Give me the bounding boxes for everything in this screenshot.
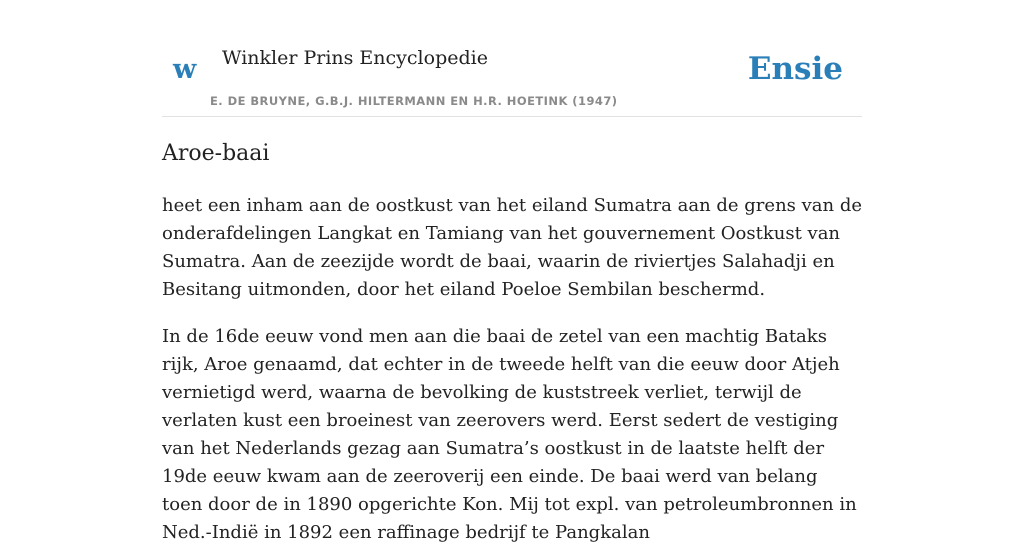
source-title[interactable]: Winkler Prins Encyclopedie xyxy=(222,47,488,69)
article-paragraph: heet een inham aan de oostkust van het eiland Sumatra aan de grens van de onderafdelingen Langkat en Tamiang van het gouvernement Oostkust van Sumatra. Aan de zeezijde wordt de baai, waarin de riviertjes Salahadji en Besitang uitmonden, door het eiland Poeloe Sembilan beschermd. xyxy=(162,195,863,300)
source-authors: E. DE BRUYNE, G.B.J. HILTERMANN EN H.R. HOETINK (1947) xyxy=(210,94,618,108)
source-logo[interactable]: w xyxy=(173,54,197,85)
article-title: Aroe-baai xyxy=(162,141,270,166)
source-header xyxy=(162,0,862,117)
article xyxy=(162,137,862,547)
brand-logo-link[interactable]: Ensie xyxy=(747,51,843,87)
article-paragraph: In de 16de eeuw vond men aan die baai de zetel van een machtig Bataks rijk, Aroe genaamd, dat echter in de tweede helft van die eeuw door Atjeh vernietigd werd, waarna de bevolking de kuststreek verliet, terwijl de verlaten kust een broeinest van zeerovers werd. Eerst sedert de vestiging van het Nederlands gezag aan Sumatra’s oostkust in de laatste helft der 19de eeuw kwam aan de zeeroverij een einde. De baai werd van belang toen door de in 1890 opgerichte Kon. Mij tot expl. van petroleumbronnen in Ned.-Indië in 1892 een raffinage bedrijf te Pangkalan xyxy=(162,326,857,543)
